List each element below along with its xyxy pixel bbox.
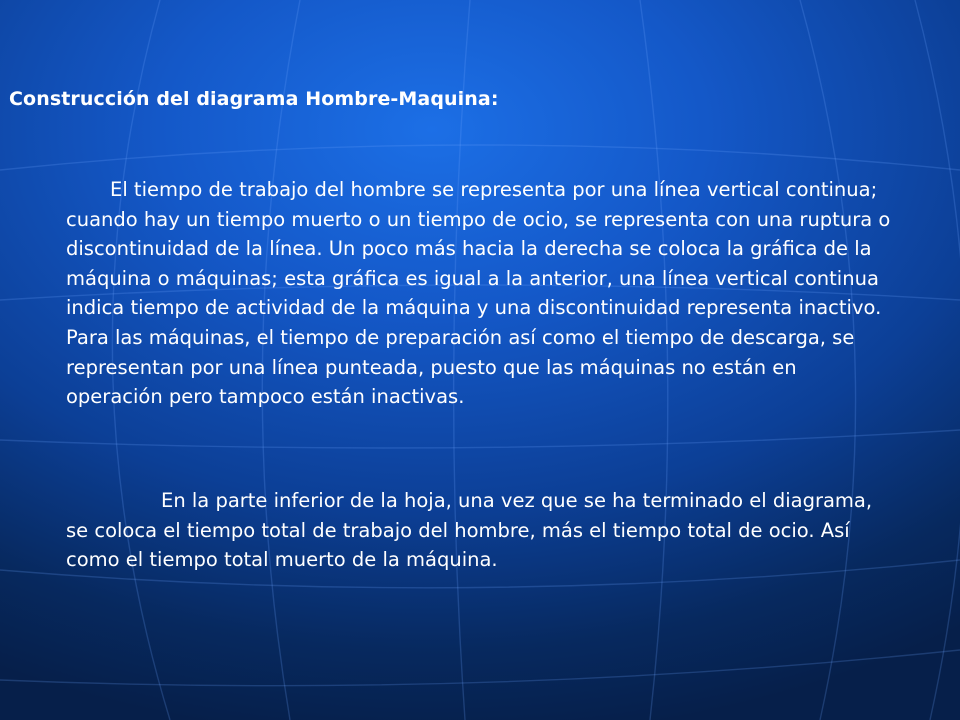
paragraph-1: El tiempo de trabajo del hombre se representa por una línea vertical continua; cuando hay un tiempo muerto o un tiempo de ocio, se representa con una ruptura o discontinuidad de la línea. Un poco más hacia la derecha se coloca la gráfica de la máquina o máquinas; esta gráfica es igual a la anterior, una línea vertical continua indica tiempo de actividad de la máquina y una discontinuidad representa inactivo. Para las máquinas, el tiempo de preparación así como el tiempo de descarga, se representan por una línea punteada, puesto que las máquinas no están en operación pero tampoco están inactivas.: [66, 178, 891, 409]
paragraph-2: En la parte inferior de la hoja, una vez que se ha terminado el diagrama, se coloca el tiempo total de trabajo del hombre, más el tiempo total de ocio. Así como el tiempo total muerto de la máquina.: [66, 489, 873, 572]
slide-title: Construcción del diagrama Hombre-Maquina:: [9, 88, 499, 110]
